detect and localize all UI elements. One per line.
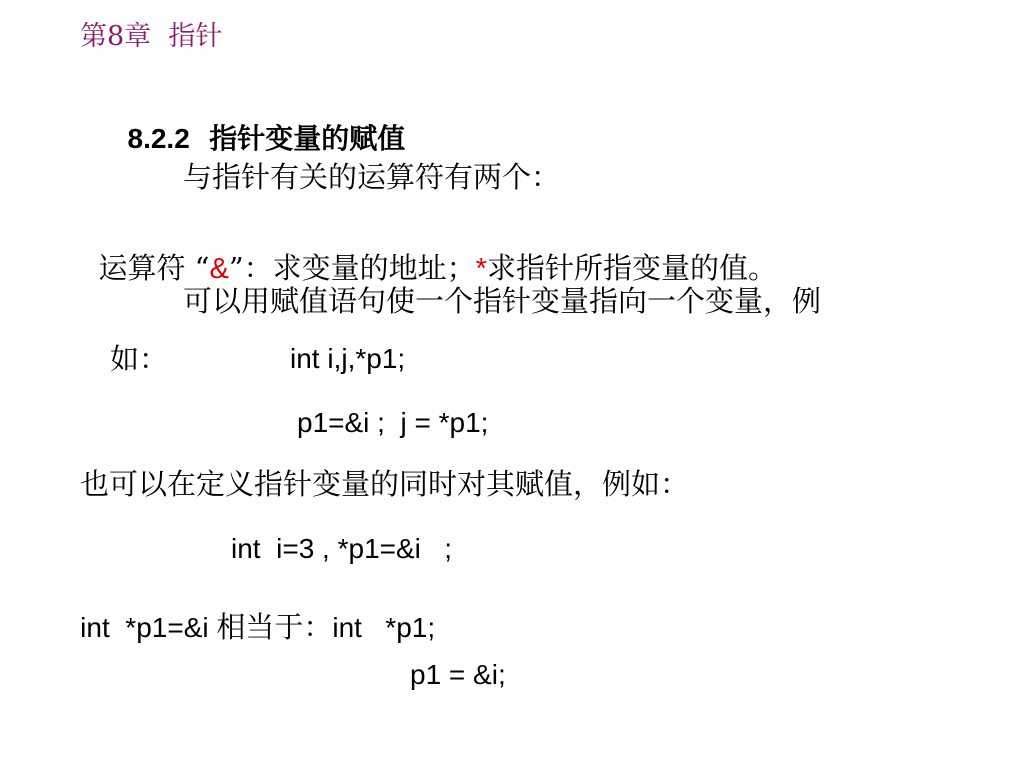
code-line-pointer-assign: p1 = &i; xyxy=(410,659,506,690)
address-operator: & xyxy=(209,253,229,285)
code-line-init: int i=3 , *p1=&i ; xyxy=(231,533,453,564)
intro-line: 与指针有关的运算符有两个： xyxy=(183,160,561,194)
example-intro-line: 可以用赋值语句使一个指针变量指向一个变量，例 xyxy=(183,284,822,318)
section-title: 指针变量的赋值 xyxy=(209,122,406,155)
equivalence-line xyxy=(70,597,435,642)
chapter-title: 第8章 指针 xyxy=(80,21,223,52)
operators-suffix: 求指针所指变量的值。 xyxy=(486,251,777,285)
dereference-operator: * xyxy=(475,253,487,285)
example-label: 如： xyxy=(110,342,169,376)
code-line-assign: p1=&i ; j = *p1; xyxy=(297,407,489,438)
equivalence-code-left: int *p1=&i xyxy=(80,612,209,643)
equivalence-text: 相当于： xyxy=(216,610,333,644)
code-line-declare: int i,j,*p1; xyxy=(290,343,406,374)
equivalence-code-right: int *p1; xyxy=(332,612,436,643)
define-intro-line: 也可以在定义指针变量的同时对其赋值，例如： xyxy=(80,467,690,501)
operators-line xyxy=(80,225,777,284)
section-heading xyxy=(108,97,405,153)
operators-middle: ”：求变量的地址； xyxy=(228,251,476,285)
operators-prefix: 运算符 “ xyxy=(98,251,210,285)
section-number: 8.2.2 xyxy=(127,123,190,154)
